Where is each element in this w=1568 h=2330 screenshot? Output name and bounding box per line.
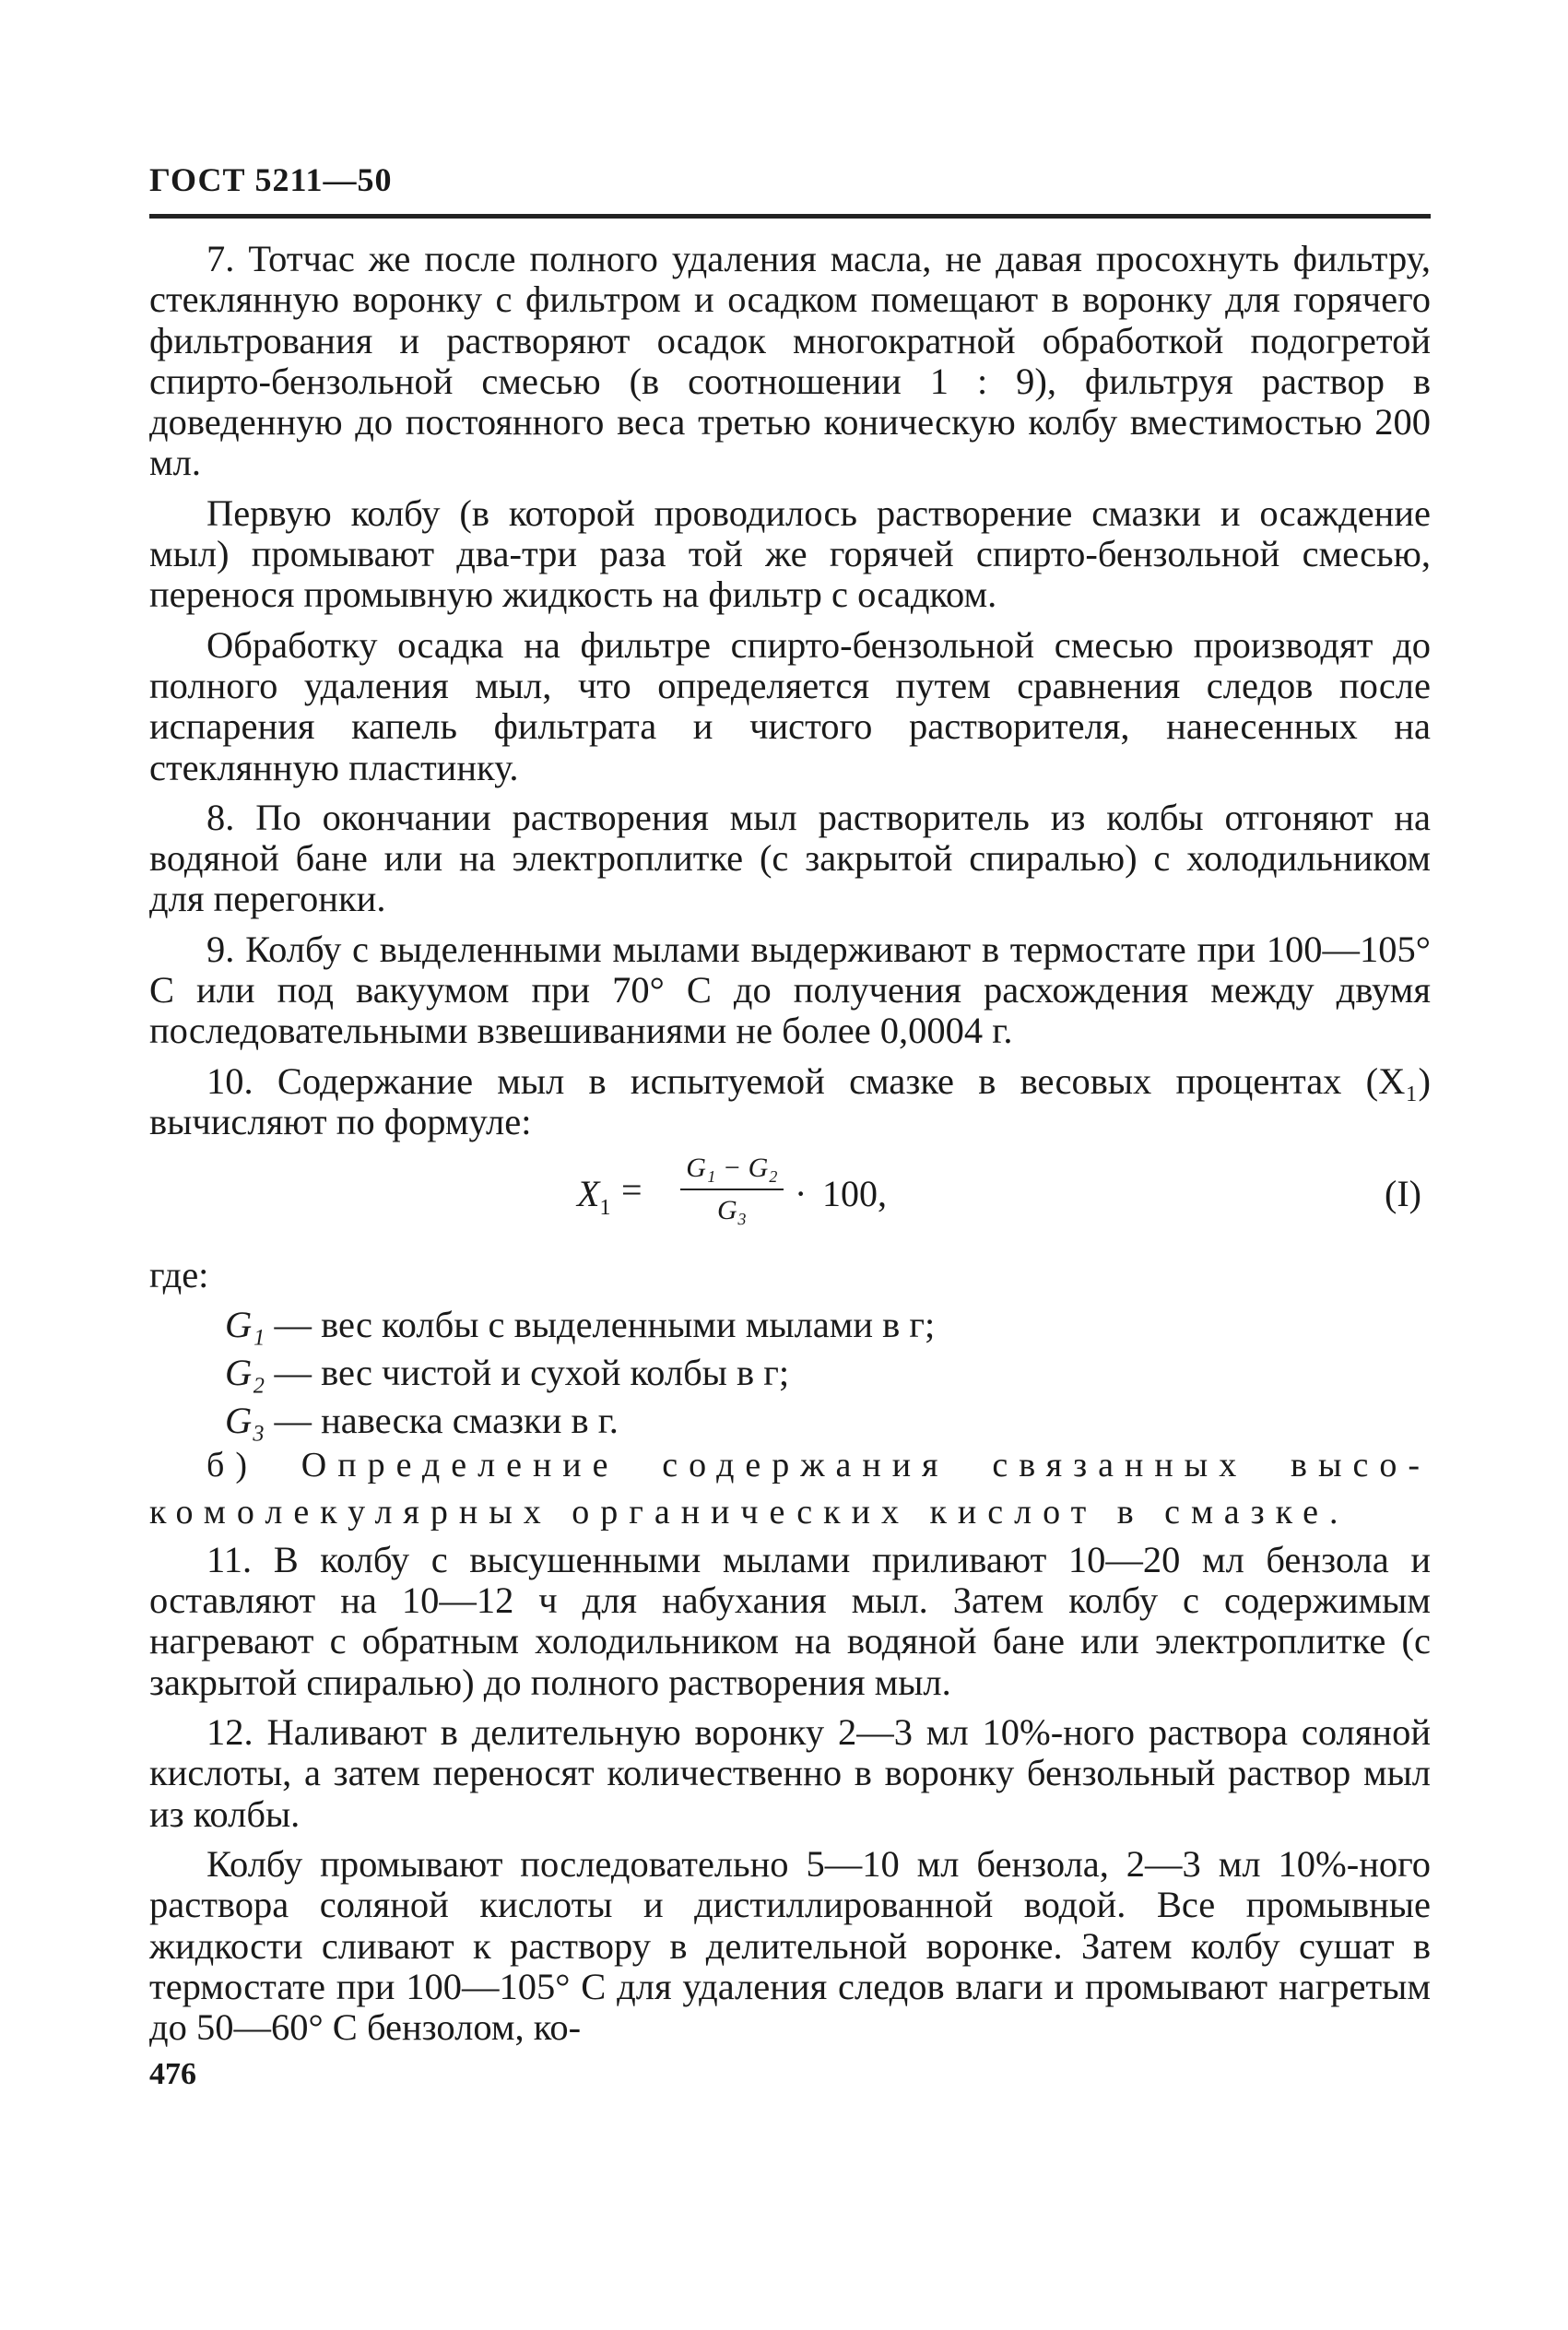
page-number: 476: [149, 2057, 196, 2092]
section-b-heading-line1: б) Определение содержания связанных высо-: [206, 1446, 1431, 1485]
paragraph-7b: Первую колбу (в которой проводилось растворение смазки и осаждение мыл) промывают два-три раза той же горячей спирто-бензольной смесью, перенося промывную жидкость на фильтр с осадком.: [149, 491, 1431, 616]
fraction-bar: [680, 1189, 784, 1190]
section-b-heading-line2: комолекулярных органических кислот в смазке.: [149, 1492, 1350, 1532]
formula-factor: 100,: [822, 1173, 887, 1215]
paragraph-7: 7. Тотчас же после полного удаления масла, не давая просохнуть фильтру, стеклянную воронку с фильтром и осадком помещают в воронку для горячего фильтрования и растворяют осадок многократной обработкой подогретой спирто-бензольной смесью (в соотношении 1 : 9), фильтруя раствор в доведенную до постоянного веса третью коническую колбу вместимостью 200 мл.: [149, 238, 1431, 484]
formula-equals: =: [621, 1169, 643, 1212]
document-page: [149, 148, 1431, 2092]
paragraph-10: 10. Содержание мыл в испытуемой смазке в весовых процентах (X₁) вычисляют по формуле:: [149, 1059, 1431, 1142]
formula-multiply: ·: [795, 1173, 808, 1215]
page-header: ГОСТ 5211—50: [149, 161, 393, 198]
formula-fraction: [680, 1152, 784, 1227]
formula-lhs: $X_1$: [577, 1173, 611, 1221]
paragraph-8: 8. По окончании растворения мыл растворитель из колбы отгоняют на водяной бане или на электроплитке (с закрытой спиралью) с холодильником для перегонки.: [149, 796, 1431, 920]
paragraph-12b: Колбу промывают последовательно 5—10 мл бензола, 2—3 мл 10%-ного раствора соляной кислоты и дистиллированной водой. Все промывные жидкости сливают к раствору в делительной воронке. Затем колбу сушат в термостате при 100—105° С для удаления следов влаги и промывают нагретым до 50—60° С бензолом, ко-: [149, 1842, 1431, 2049]
definition-item: G₃ — навеска смазки в г.: [225, 1400, 619, 1442]
paragraph-7c: Обработку осадка на фильтре спирто-бензольной смесью производят до полного удаления мыл, что определяется путем сравнения следов после испарения капель фильтрата и чистого растворителя, нанесенных на стеклянную пластинку.: [149, 623, 1431, 788]
formula-1: [149, 1152, 1431, 1255]
where-label: где:: [149, 1254, 209, 1296]
definition-item: G₂ — вес чистой и сухой колбы в г;: [225, 1352, 790, 1394]
paragraph-9: 9. Колбу с выделенными мылами выдерживают в термостате при 100—105° С или под вакуумом при 70° С до получения расхождения между двумя последовательными взвешиваниями не более 0,0004 г.: [149, 928, 1431, 1052]
formula-numerator: G₁ − G₂: [686, 1153, 778, 1184]
paragraph-11: 11. В колбу с высушенными мылами приливают 10—20 мл бензола и оставляют на 10—12 ч для набухания мыл. Затем колбу с содержимым нагревают с обратным холодильником на водяной бане или электроплитке (с закрытой спиралью) до полного растворения мыл.: [149, 1538, 1431, 1703]
definitions-list: [225, 1301, 1431, 1445]
formula-denominator: G₃: [716, 1195, 748, 1226]
paragraph-12: 12. Наливают в делительную воронку 2—3 мл 10%-ного раствора соляной кислоты, а затем переносят количественно в воронку бензольный раствор мыл из колбы.: [149, 1711, 1431, 1835]
formula-label: (I): [1385, 1173, 1421, 1215]
definition-item: G₁ — вес колбы с выделенными мылами в г;: [225, 1304, 936, 1346]
header-rule: [149, 214, 1431, 219]
